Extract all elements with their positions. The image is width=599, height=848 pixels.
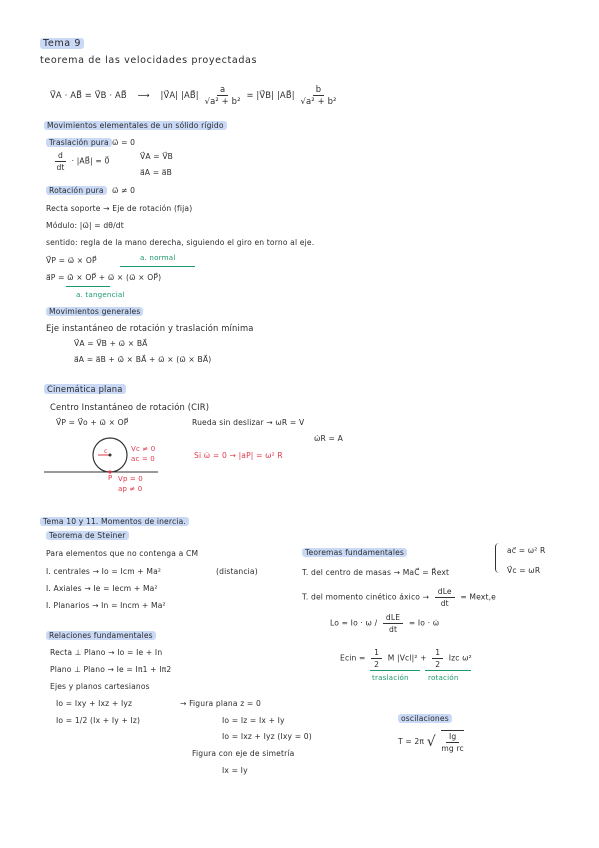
sentido: sentido: regla de la mano derecha, siguiendo el giro en torno al eje. [46,238,315,247]
tema10-title: Tema 10 y 11. Momentos de inercia. [40,517,189,526]
i-axiales: I. Axiales → Ie = Iecm + Ma² [46,584,158,593]
cir-title: Centro Instantáneo de rotación (CIR) [50,402,210,412]
io-half-eq: Io = 1/2 (Ix + Iy + Iz) [56,716,141,725]
oscilaciones-heading: oscilaciones [398,714,452,723]
ac-eq: ac⃗ = ω² R [507,546,546,555]
distancia-note: (distancia) [216,567,258,576]
figura-eje-simetria: Figura con eje de simetría [192,749,295,758]
traslacion-label: Traslación pura [46,138,112,147]
fraction-a: $\frac{a}{\text{√a² + b²}}$ [204,84,241,106]
ecin-eq: Ecin = $\frac{1}{2}$ M |Vcl|² + $\frac{1}{2}$ Izc ω² [340,648,472,669]
centro-masas-eq: T. del centro de masas → MaC⃗ = R⃗ext [302,568,450,577]
formula-left: V⃗A · AB⃗ = V⃗B · AB⃗ [50,90,127,100]
brace-icon [495,543,501,573]
i-centrales: I. centrales → Io = Icm + Ma² [46,567,162,576]
a-tangencial-underline [66,286,110,287]
io-ixz-eq: Io = Ixz + Iyz (Ixy = 0) [222,732,312,741]
i-planarios: I. Planarios → In = Incm + Ma² [46,601,166,610]
traslacion-underline [370,670,420,671]
ap-rotation-eq: a⃗P = ω⃗̇ × OP⃗ + ω⃗ × (ω⃗ × OP⃗) [46,273,162,282]
eje-instantaneo: Eje instantáneo de rotación y traslación mínima [46,323,254,333]
steiner-heading: Teorema de Steiner [46,531,129,540]
rotacion-omega: ω⃗ ≠ 0 [112,186,136,195]
recta-plano-eq: Recta ⊥ Plano → Io = Ie + In [50,648,163,657]
traslacion-label: traslación [372,673,409,682]
va-general-eq: V⃗A = V⃗B + ω⃗ × BA⃗ [74,339,148,348]
contact-p-label: P [108,474,113,482]
a-tangencial-label: a. tangencial [76,290,125,299]
modulo: Módulo: |ω⃗| = dθ/dt [46,221,124,230]
a-normal-underline [120,266,195,267]
lo-eq: Lo = Io · ω / $\frac{\text{dLE}}{dt}$ = Io · ω̇ [330,613,440,634]
vc-label: Vc ≠ 0 [131,445,156,453]
traslacion-va: V⃗A = V⃗B [140,152,174,161]
rotacion-label: rotación [428,673,459,682]
rotacion-underline [425,670,471,671]
ejes-planos: Ejes y planos cartesianos [50,682,150,691]
generales-heading: Movimientos generales [46,307,143,316]
formula-eq: = |V⃗B| |AB⃗| [246,90,295,100]
sqrt-icon: √ [426,734,436,750]
traslacion-omega: ω⃗ = 0 [112,138,136,147]
rueda-eq: Rueda sin deslizar → ωR = V [192,418,305,427]
fundamentales-heading: Teoremas fundamentales [302,548,407,557]
relaciones-heading: Relaciones fundamentales [46,631,156,640]
center-point [109,454,112,457]
wheel-center-label: c [104,447,108,455]
tema9-title: Tema 9 [40,38,84,49]
ix-iy-eq: Ix = Iy [222,766,248,775]
a-normal-label: a. normal [140,253,176,262]
vp-zero-label: Vp = 0 [118,475,143,483]
vp-plane-eq: V⃗P = V⃗o + ω⃗ × OP⃗ [56,418,129,427]
traslacion-aa: a⃗A = a⃗B [140,168,172,177]
figura-plana: → Figura plana z = 0 [180,699,261,708]
periodo-eq: T = 2π √ $\frac{Ig}{\text{mg rc}}$ [398,732,464,753]
ap-nonzero-label: ap ≠ 0 [118,485,143,493]
momento-cinetico-eq: T. del momento cinético áxico → $\frac{\text{dLe}}{dt}$ = Mext,e [302,587,496,608]
projected-velocity-formula [50,84,340,107]
plano-plano-eq: Plano ⊥ Plano → Ie = Iπ1 + Iπ2 [50,665,172,674]
vp-rotation-eq: V⃗P = ω⃗ × OP⃗ [46,256,97,265]
fraction-b: $\frac{b}{\text{√a² + b²}}$ [300,84,337,106]
aa-general-eq: a⃗A = a⃗B + ω⃗̇ × BA⃗ + ω⃗ × (ω⃗ × BA⃗) [74,355,212,364]
tema9-subtitle: teorema de las velocidades proyectadas [40,55,258,66]
ac-label: ac = 0 [131,455,155,463]
arrow-icon: ⟶ [137,90,150,100]
rotacion-label: Rotación pura [46,186,107,195]
io-xy-eq: Io = Ixy + Ixz + Iyz [56,699,133,708]
traslacion-derivative: $\frac{d}{dt}$ · |AB⃗| = 0⃗ [56,151,110,172]
vc-eq: V⃗c = ωR [507,566,541,575]
recta-soporte: Recta soporte → Eje de rotación (fija) [46,204,193,213]
formula-mid: |V⃗A| |AB⃗| [160,90,199,100]
rueda-eq2: ω̇R = A [314,434,343,443]
si-omega-eq: Si ω̇ = 0 → |aP| = ω² R [194,451,283,460]
para-elementos: Para elementos que no contenga a CM [46,549,199,558]
io-iz-eq: Io = Iz = Ix + Iy [222,716,285,725]
cinematica-heading: Cinemática plana [44,384,126,394]
movimientos-heading: Movimientos elementales de un sólido rígido [44,121,227,130]
